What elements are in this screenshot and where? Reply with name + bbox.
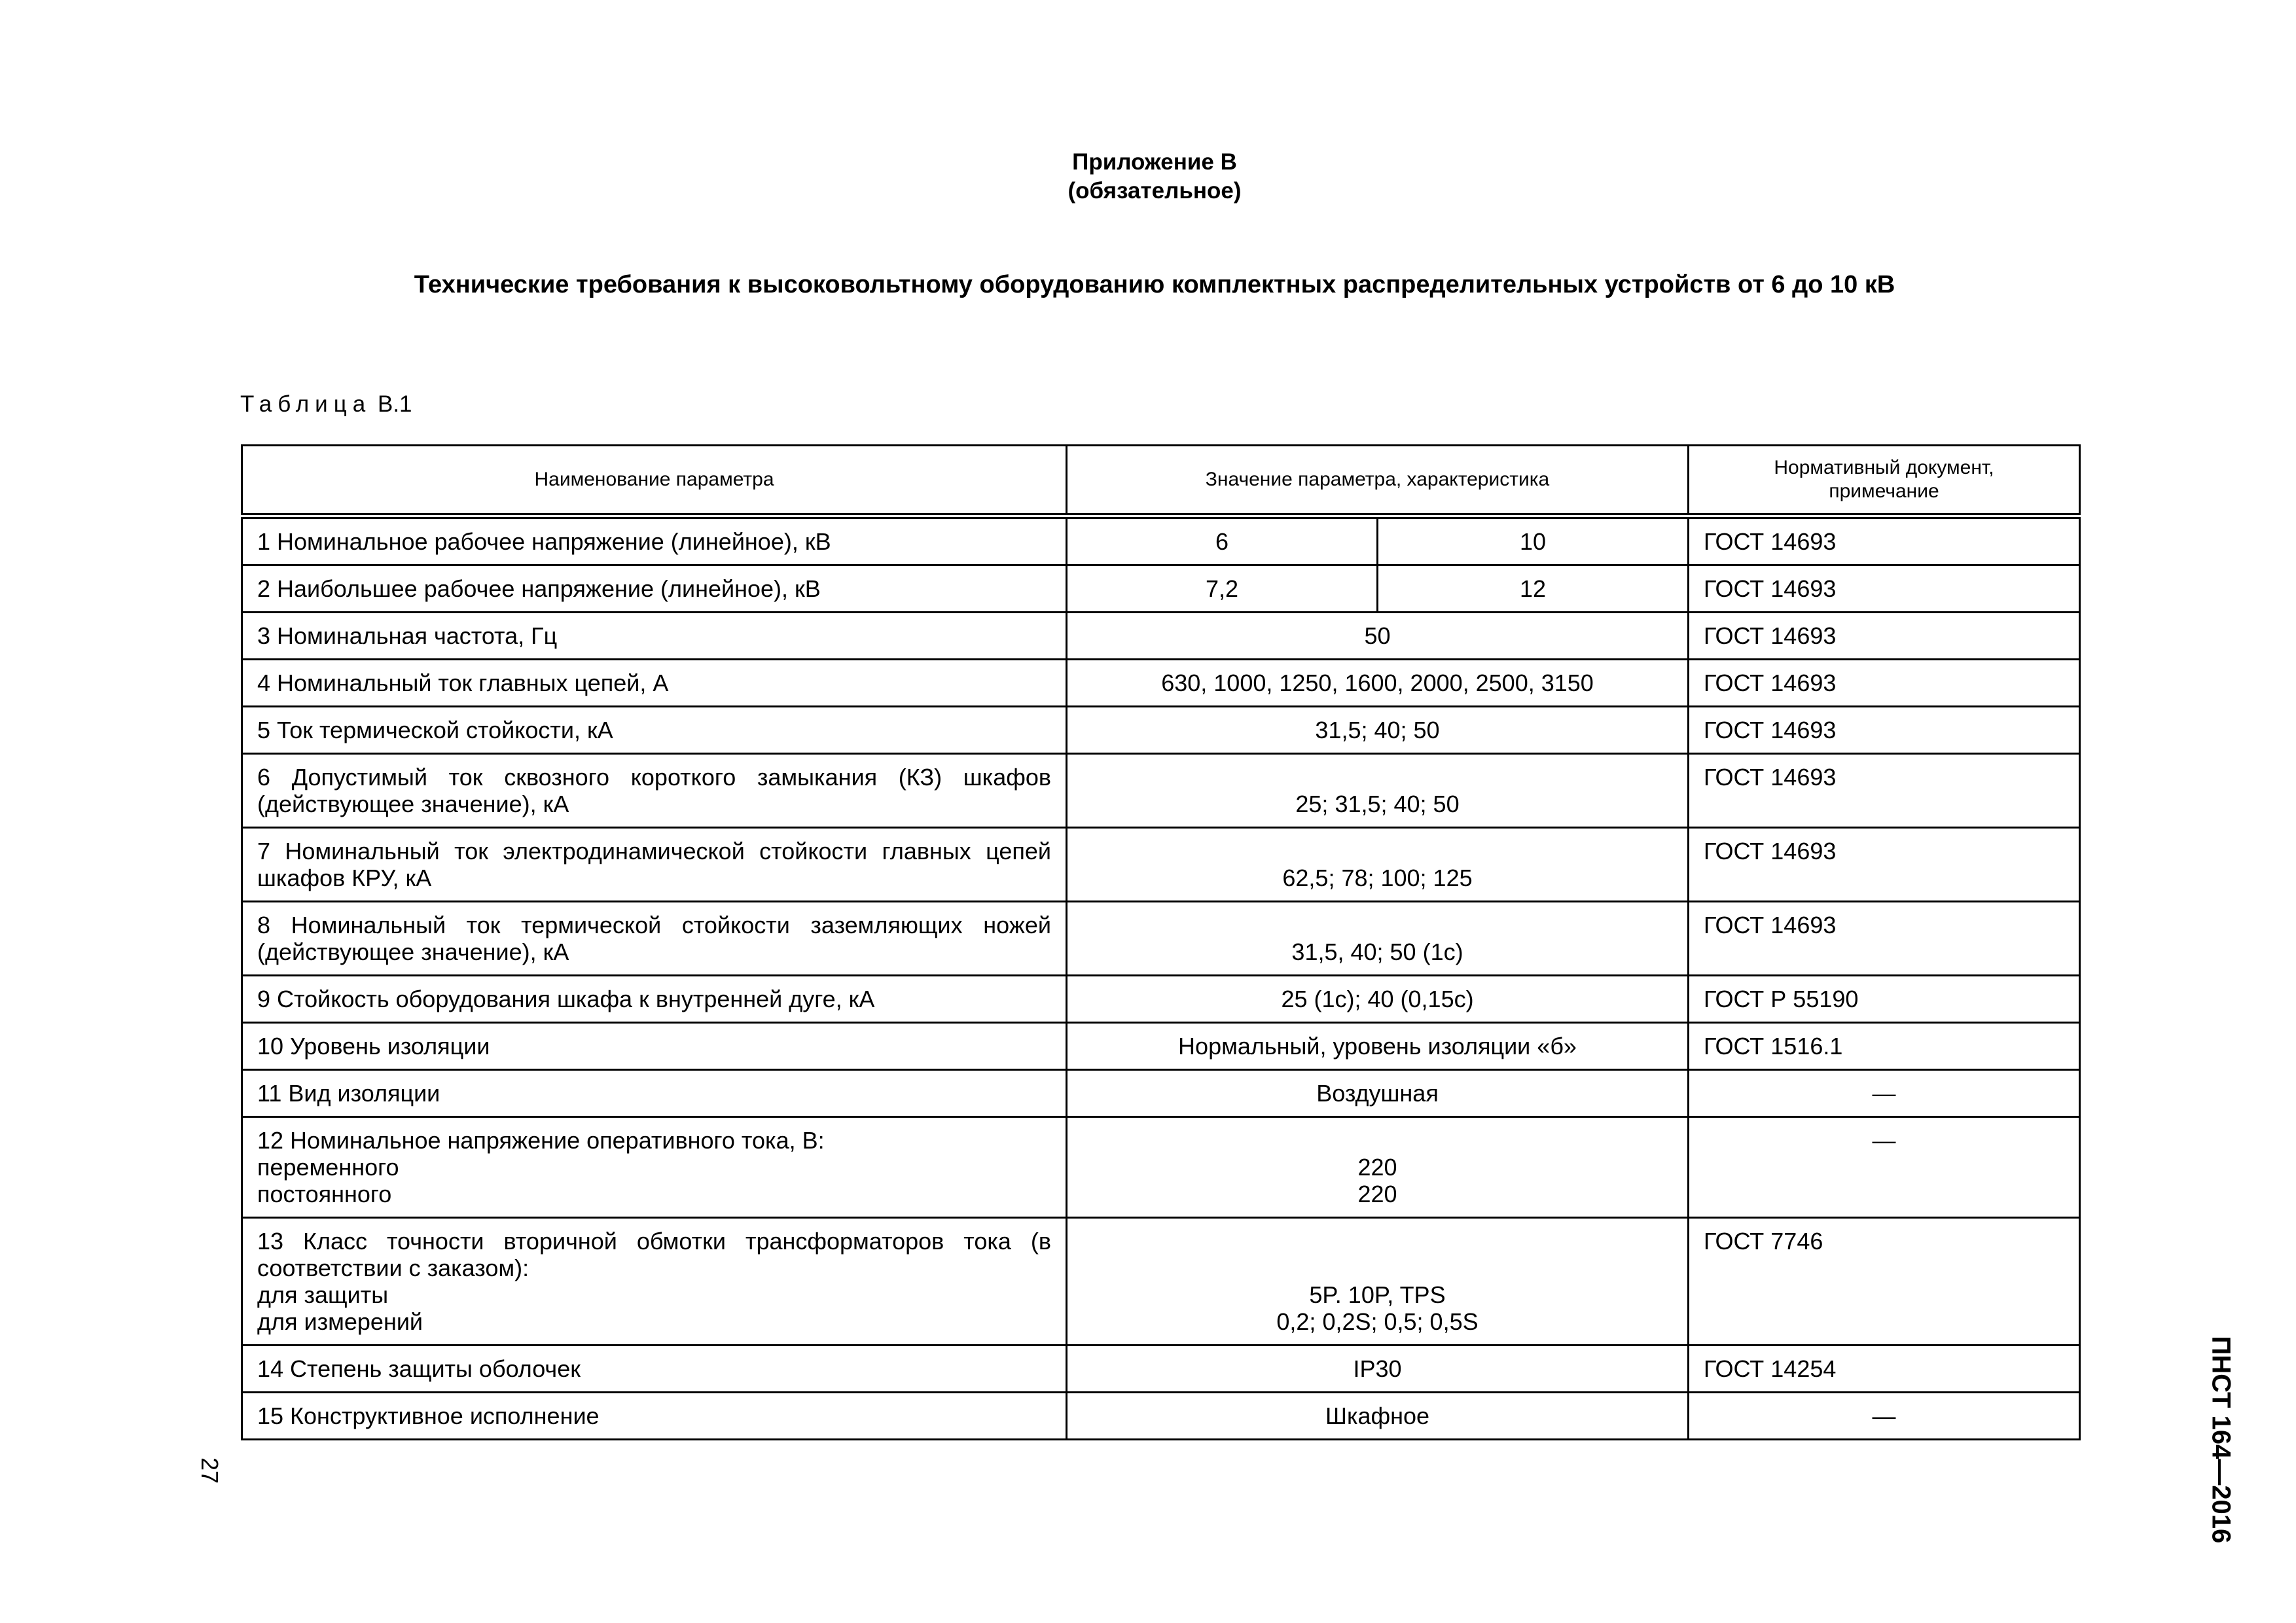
row-document: ГОСТ Р 55190	[1689, 976, 2080, 1023]
row-value	[1067, 1218, 1689, 1346]
row-document: ГОСТ 1516.1	[1689, 1023, 2080, 1070]
row-name-line: постоянного	[257, 1181, 392, 1207]
row-value: 31,5; 40; 50	[1067, 707, 1689, 754]
table-row	[242, 828, 2080, 902]
row-value: 25 (1с); 40 (0,15с)	[1067, 976, 1689, 1023]
row-value: 62,5; 78; 100; 125	[1067, 828, 1689, 902]
row-document: ГОСТ 14693	[1689, 707, 2080, 754]
row-name-line: 13 Класс точности вторичной обмотки трансформаторов тока (в соответствии с заказом):	[257, 1228, 1051, 1281]
table-caption-number: В.1	[377, 391, 412, 417]
row-value-line: 0,2; 0,2S; 0,5; 0,5S	[1276, 1308, 1479, 1335]
table-row	[242, 707, 2080, 754]
row-document: ГОСТ 14693	[1689, 754, 2080, 828]
row-parameter-name	[242, 1117, 1067, 1218]
row-value-line: 220	[1357, 1181, 1397, 1207]
table-caption	[240, 391, 412, 418]
row-parameter-name: 1 Номинальное рабочее напряжение (линейное), кВ	[242, 516, 1067, 565]
table-caption-word: Таблица	[240, 391, 372, 417]
row-document: —	[1689, 1070, 2080, 1117]
row-value: Нормальный, уровень изоляции «б»	[1067, 1023, 1689, 1070]
table-row	[242, 1070, 2080, 1117]
row-document: ГОСТ 14693	[1689, 565, 2080, 613]
row-value	[1067, 1117, 1689, 1218]
table-row	[242, 1117, 2080, 1218]
row-parameter-name: 10 Уровень изоляции	[242, 1023, 1067, 1070]
row-parameter-name: 7 Номинальный ток электродинамической стойкости главных цепей шкафов КРУ, кА	[242, 828, 1067, 902]
row-name-line: для защиты	[257, 1281, 389, 1308]
table-row	[242, 565, 2080, 613]
row-parameter-name: 6 Допустимый ток сквозного короткого замыкания (КЗ) шкафов (действующее значение), кА	[242, 754, 1067, 828]
table-row	[242, 902, 2080, 976]
row-parameter-name: 9 Стойкость оборудования шкафа к внутренней дуге, кА	[242, 976, 1067, 1023]
parameters-table	[241, 444, 2081, 1440]
row-name-line: переменного	[257, 1154, 399, 1181]
row-parameter-name	[242, 1218, 1067, 1346]
row-value: IP30	[1067, 1346, 1689, 1393]
row-value-10kv: 12	[1378, 565, 1689, 613]
row-document: ГОСТ 14693	[1689, 613, 2080, 660]
row-parameter-name: 8 Номинальный ток термической стойкости заземляющих ножей (действующее значение), кА	[242, 902, 1067, 976]
row-document: —	[1689, 1393, 2080, 1440]
row-name-line: 12 Номинальное напряжение оперативного тока, В:	[257, 1127, 825, 1154]
header-normative-document	[1689, 446, 2080, 516]
row-parameter-name: 5 Ток термической стойкости, кА	[242, 707, 1067, 754]
appendix-status: (обязательное)	[1067, 178, 1242, 204]
row-document: ГОСТ 14693	[1689, 828, 2080, 902]
header-doc-line2: примечание	[1829, 480, 1939, 502]
table-row	[242, 1346, 2080, 1393]
row-parameter-name: 15 Конструктивное исполнение	[242, 1393, 1067, 1440]
row-parameter-name: 14 Степень защиты оболочек	[242, 1346, 1067, 1393]
table-row	[242, 976, 2080, 1023]
row-document: ГОСТ 14693	[1689, 902, 2080, 976]
table-row	[242, 1023, 2080, 1070]
row-parameter-name: 3 Номинальная частота, Гц	[242, 613, 1067, 660]
row-value-6kv: 7,2	[1067, 565, 1378, 613]
table-row	[242, 516, 2080, 565]
row-document: —	[1689, 1117, 2080, 1218]
header-doc-line1: Нормативный документ,	[1774, 457, 1994, 478]
row-document: ГОСТ 14254	[1689, 1346, 2080, 1393]
row-document: ГОСТ 7746	[1689, 1218, 2080, 1346]
header-parameter-name: Наименование параметра	[242, 446, 1067, 516]
table-row	[242, 613, 2080, 660]
row-value: 630, 1000, 1250, 1600, 2000, 2500, 3150	[1067, 660, 1689, 707]
row-value: 50	[1067, 613, 1689, 660]
row-document: ГОСТ 14693	[1689, 660, 2080, 707]
row-value-6kv: 6	[1067, 516, 1378, 565]
table-header-row	[242, 446, 2080, 516]
row-parameter-name: 4 Номинальный ток главных цепей, А	[242, 660, 1067, 707]
table-row	[242, 1218, 2080, 1346]
row-value: 25; 31,5; 40; 50	[1067, 754, 1689, 828]
row-value-line: 5P. 10P, TPS	[1309, 1281, 1446, 1308]
row-name-line: для измерений	[257, 1308, 423, 1335]
document-title: Технические требования к высоковольтному оборудованию комплектных распределительных устройств от 6 до 10 кВ	[414, 271, 1895, 298]
page-number: 27	[196, 1457, 223, 1484]
row-parameter-name: 2 Наибольшее рабочее напряжение (линейное), кВ	[242, 565, 1067, 613]
row-document: ГОСТ 14693	[1689, 516, 2080, 565]
table-row	[242, 660, 2080, 707]
standard-code: ПНСТ 164—2016	[2206, 1336, 2236, 1544]
row-value-line: 220	[1357, 1154, 1397, 1181]
row-value: 31,5, 40; 50 (1с)	[1067, 902, 1689, 976]
table-row	[242, 754, 2080, 828]
header-parameter-value: Значение параметра, характеристика	[1067, 446, 1689, 516]
row-parameter-name: 11 Вид изоляции	[242, 1070, 1067, 1117]
row-value: Шкафное	[1067, 1393, 1689, 1440]
table-row	[242, 1393, 2080, 1440]
row-value: Воздушная	[1067, 1070, 1689, 1117]
row-value-10kv: 10	[1378, 516, 1689, 565]
appendix-label: Приложение В	[1072, 149, 1237, 175]
